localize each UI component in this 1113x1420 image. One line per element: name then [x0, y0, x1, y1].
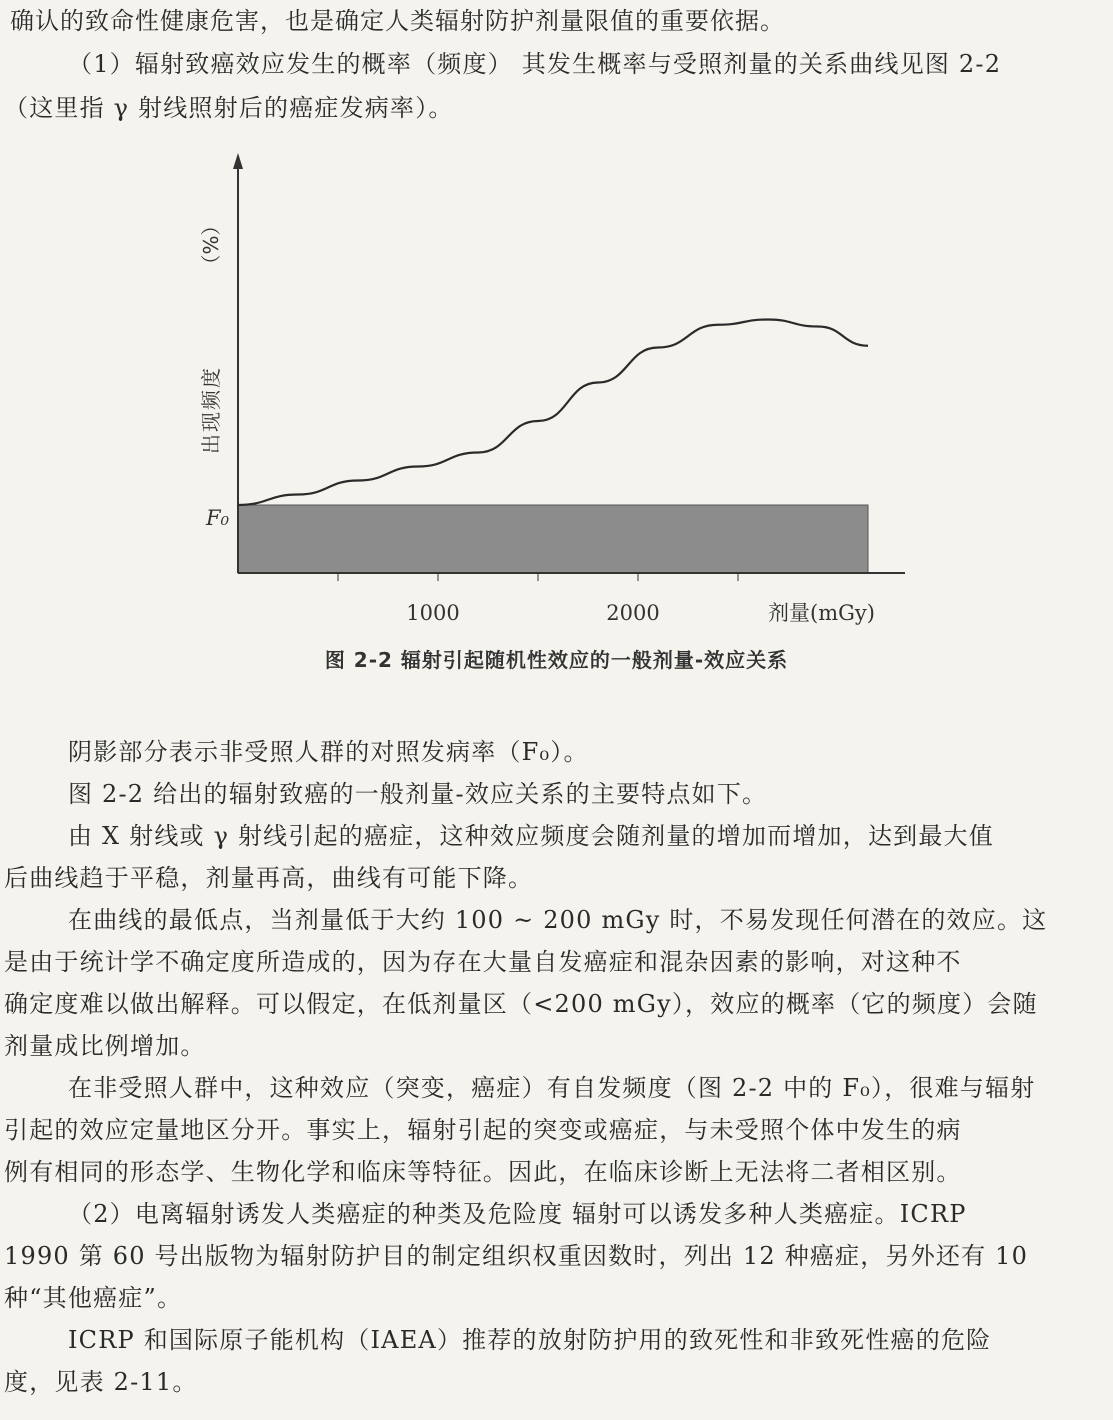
paragraph-cancer-types-line-2: 1990 第 60 号出版物为辐射防护目的制定组织权重因数时，列出 12 种癌症，另外还有 10: [4, 1242, 1029, 1270]
paragraph-lowdose-line-4: 剂量成比例增加。: [4, 1032, 206, 1060]
y-axis-title: 出现频度: [199, 366, 223, 454]
paragraph-xray-line-1: 由 X 射线或 γ 射线引起的癌症，这种效应频度会随剂量的增加而增加，达到最大值: [68, 822, 994, 850]
y-axis-unit: （%）: [199, 215, 223, 275]
paragraph-lowdose-line-1: 在曲线的最低点，当剂量低于大约 100 ~ 200 mGy 时，不易发现任何潜在的效应。这: [68, 906, 1048, 934]
figure-caption: 图 2-2 辐射引起随机性效应的一般剂量-效应关系: [324, 648, 789, 672]
paragraph-1-line-2: （这里指 γ 射线照射后的癌症发病率）。: [4, 94, 454, 122]
paragraph-xray-line-2: 后曲线趋于平稳，剂量再高，曲线有可能下降。: [4, 864, 534, 892]
paragraph-icrp-line-2: 度，见表 2-11。: [4, 1368, 198, 1396]
paragraph-1-line-1: （1）辐射致癌效应发生的概率（频度） 其发生概率与受照剂量的关系曲线见图 2-2: [68, 50, 1002, 78]
dose-effect-figure: [190, 145, 950, 685]
paragraph-cancer-types-line-1: （2）电离辐射诱发人类癌症的种类及危险度 辐射可以诱发多种人类癌症。ICRP: [68, 1200, 967, 1228]
paragraph-intro-tail: 确认的致命性健康危害，也是确定人类辐射防护剂量限值的重要依据。: [10, 7, 785, 35]
paragraph-spontaneous-line-1: 在非受照人群中，这种效应（突变，癌症）有自发频度（图 2-2 中的 F₀），很难与辐射: [68, 1074, 1036, 1102]
f0-baseline-region: [238, 505, 868, 573]
paragraph-lowdose-line-2: 是由于统计学不确定度所造成的，因为存在大量自发癌症和混杂因素的影响，对这种不: [4, 948, 962, 976]
x-axis-title: 剂量(mGy): [768, 601, 875, 625]
paragraph-features-intro: 图 2-2 给出的辐射致癌的一般剂量-效应关系的主要特点如下。: [68, 780, 768, 808]
paragraph-lowdose-line-3: 确定度难以做出解释。可以假定，在低剂量区（<200 mGy），效应的概率（它的频度）会随: [4, 990, 1038, 1018]
paragraph-spontaneous-line-3: 例有相同的形态学、生物化学和临床等特征。因此，在临床诊断上无法将二者相区别。: [4, 1158, 962, 1186]
dose-effect-chart: [190, 145, 950, 685]
paragraph-cancer-types-line-3: 种“其他癌症”。: [4, 1284, 183, 1312]
y-axis-arrow: [233, 153, 243, 169]
x-tick-label-2000: 2000: [606, 601, 660, 625]
paragraph-spontaneous-line-2: 引起的效应定量地区分开。事实上，辐射引起的突变或癌症，与未受照个体中发生的病: [4, 1116, 962, 1144]
paragraph-icrp-line-1: ICRP 和国际原子能机构（IAEA）推荐的放射防护用的致死性和非致死性癌的危险: [68, 1326, 992, 1354]
paragraph-shade-note: 阴影部分表示非受照人群的对照发病率（F₀）。: [68, 738, 589, 766]
f0-label: F₀: [206, 506, 229, 530]
x-tick-label-1000: 1000: [406, 601, 460, 625]
dose-effect-curve: [238, 320, 868, 506]
